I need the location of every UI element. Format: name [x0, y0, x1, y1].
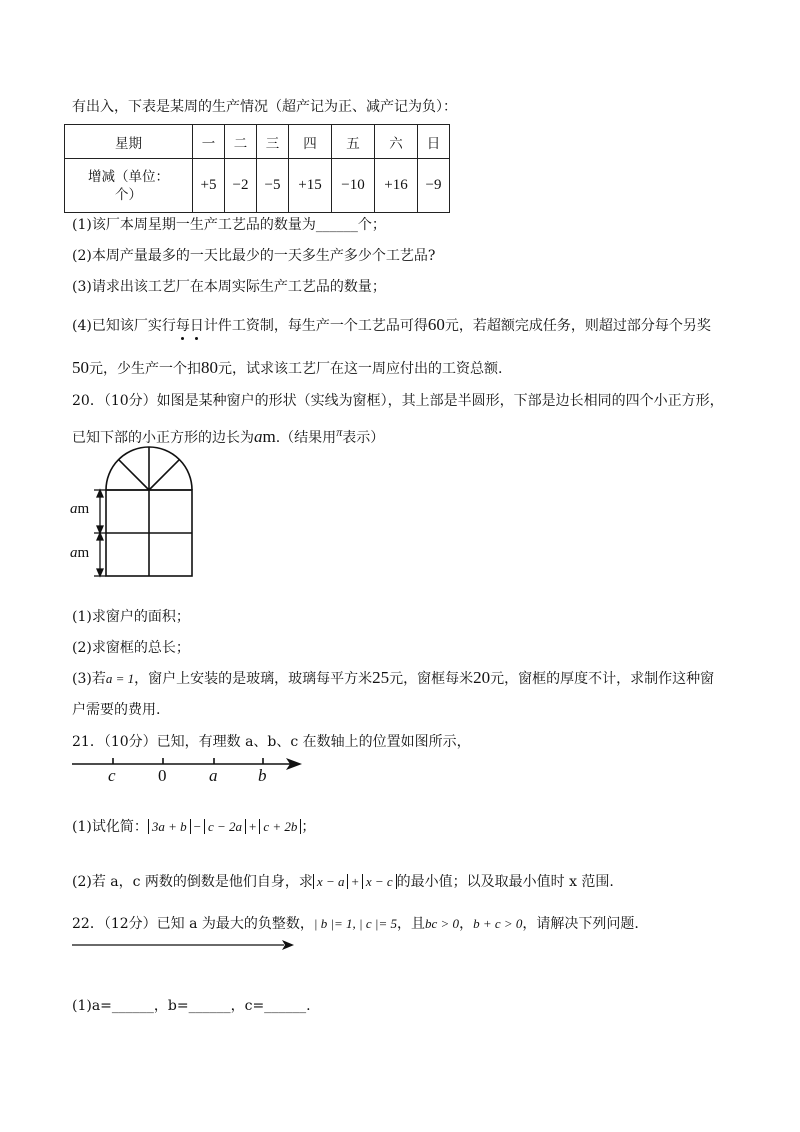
q19-part4-text-d: 元，少生产一个扣 — [89, 361, 201, 377]
axis-label-c: c — [108, 766, 116, 785]
q22-line1 — [72, 915, 639, 933]
q20-part3-text-d: 元，窗框的厚度不计，求制作这种窗 — [490, 671, 715, 687]
q19-part4-num-80: 80 — [201, 358, 218, 377]
table-cell-day: 日 — [418, 125, 450, 159]
q19-part4-text-b: 计件工资制，每生产一个工艺品可得 — [203, 318, 428, 334]
q19-part4-text-e: 元，试求该工艺厂在这一周应付出的工资总额. — [218, 361, 503, 377]
q20-part3-line2: 户需要的费用. — [72, 702, 161, 718]
q21-abs-expr1: 3a + b — [148, 819, 191, 834]
table-cell-day: 二 — [225, 125, 257, 159]
figure-label-unit: m — [77, 501, 90, 517]
table-cell-value: −10 — [332, 159, 375, 213]
q19-part4-emph-ri: 日 — [189, 318, 204, 334]
number-line — [70, 758, 310, 788]
q22-cond-abs: | b |= 1, | c |= 5 — [313, 916, 398, 931]
table-header-change — [65, 159, 193, 213]
axis-label-0: 0 — [158, 766, 167, 785]
q19-part4-emph-mei: 每 — [175, 318, 190, 334]
q21-abs-x-minus-c: x − c — [362, 874, 397, 889]
q22-cond-bc: bc > 0 — [425, 916, 460, 931]
q20-line2-text-b: .（结果用 — [275, 430, 337, 446]
q22-part1: (1)a=______，b=______，c=______. — [72, 998, 311, 1014]
q22-text-d: ，请解决下列问题. — [522, 916, 639, 932]
q21-part1-text: (1)试化简： — [72, 819, 148, 835]
q20-line2-text-a: 已知下部的小正方形的边长为 — [72, 430, 254, 446]
q21-part2 — [72, 873, 614, 891]
figure-label-unit: m — [77, 545, 90, 561]
axis-label-b: b — [258, 766, 267, 785]
table-row — [65, 125, 450, 159]
q21-line1: 21．（10分）已知，有理数 a、b、c 在数轴上的位置如图所示， — [72, 734, 471, 750]
q20-line1: 20．（10分）如图是某种窗户的形状（实线为窗框），其上部是半圆形，下部是边长相同的四个小正方形， — [72, 393, 724, 409]
q20-part3-text-a: (3)若 — [72, 671, 106, 687]
axis-label-a: a — [209, 766, 218, 785]
table-header-day: 星期 — [65, 125, 193, 159]
q21-abs-expr3: c + 2b — [259, 819, 301, 834]
table-cell-value: +15 — [289, 159, 332, 213]
table-cell-value: +5 — [193, 159, 225, 213]
table-header-change-line2: 个） — [115, 186, 142, 203]
q22-cond-sum: b + c > 0 — [473, 916, 523, 931]
table-cell-value: −2 — [225, 159, 257, 213]
table-cell-day: 四 — [289, 125, 332, 159]
table-cell-day: 一 — [193, 125, 225, 159]
table-cell-day: 三 — [257, 125, 289, 159]
q19-part4-text-a: (4)已知该厂实行 — [72, 318, 176, 334]
figure-label-var: a — [70, 501, 78, 517]
production-table — [64, 124, 450, 213]
q21-part1-end: ； — [301, 819, 316, 835]
q20-part1: (1)求窗户的面积； — [72, 609, 190, 625]
q21-op2: + — [249, 819, 257, 834]
q20-line2-text-c: 表示） — [342, 430, 385, 446]
q22-text-a: 22．（12分）已知 a 为最大的负整数， — [72, 916, 314, 932]
q21-part2-op: + — [351, 874, 359, 889]
q19-part2: (2)本周产量最多的一天比最少的一天多生产多少个工艺品? — [72, 248, 436, 264]
q21-abs-expr2: c − 2a — [204, 819, 246, 834]
table-cell-value: −9 — [418, 159, 450, 213]
table-cell-value: +16 — [375, 159, 418, 213]
q22-text-c: ， — [459, 916, 474, 932]
table-cell-day: 五 — [332, 125, 375, 159]
q19-part1: (1)该厂本周星期一生产工艺品的数量为______个； — [72, 217, 386, 233]
table-header-change-line1: 增减（单位： — [88, 168, 169, 185]
figure-label-var: a — [70, 545, 78, 561]
q20-var-a: a — [254, 427, 263, 446]
q20-part3-text-b: ，窗户上安装的是玻璃，玻璃每平方米 — [134, 671, 373, 687]
table-cell-day: 六 — [375, 125, 418, 159]
q19-part4-text-c: 元，若超额完成任务，则超过部分每个另奖 — [444, 318, 711, 334]
q21-part2-text-b: 的最小值；以及取最小值时 x 范围. — [396, 874, 614, 890]
figure-label-top — [70, 501, 89, 518]
q20-part3-num-25: 25 — [372, 668, 390, 687]
q19-part4-num-50: 50 — [72, 358, 89, 377]
figure-label-bottom — [70, 545, 89, 562]
table-row — [65, 159, 450, 213]
q20-part3-eq: a = 1 — [105, 671, 135, 686]
q20-unit-m: m — [262, 427, 276, 446]
intro-text: 有出入，下表是某周的生产情况（超产记为正、减产记为负）： — [72, 99, 457, 115]
window-radius-right — [149, 460, 179, 490]
q19-part4-num-60: 60 — [427, 315, 445, 334]
q20-part3-text-c: 元，窗框每米 — [389, 671, 474, 687]
table-cell-value: −5 — [257, 159, 289, 213]
q19-part4-line2 — [72, 359, 502, 378]
q21-abs-x-minus-a: x − a — [313, 874, 349, 889]
window-radius-left — [119, 460, 149, 490]
q19-part3: (3)请求出该工艺厂在本周实际生产工艺品的数量； — [72, 279, 386, 295]
q20-pi-symbol: π — [336, 425, 343, 439]
q20-part2: (2)求窗框的总长； — [72, 640, 190, 656]
q22-number-line — [72, 938, 302, 954]
q22-text-b: ，且 — [397, 916, 426, 932]
q19-part4-line1 — [72, 316, 711, 335]
q21-part1 — [72, 818, 315, 836]
q20-part3-line1 — [72, 669, 714, 688]
q21-op1: − — [193, 819, 201, 834]
q21-part2-text-a: (2)若 a，c 两数的倒数是他们自身，求 — [72, 874, 313, 890]
q20-part3-num-20: 20 — [473, 668, 491, 687]
